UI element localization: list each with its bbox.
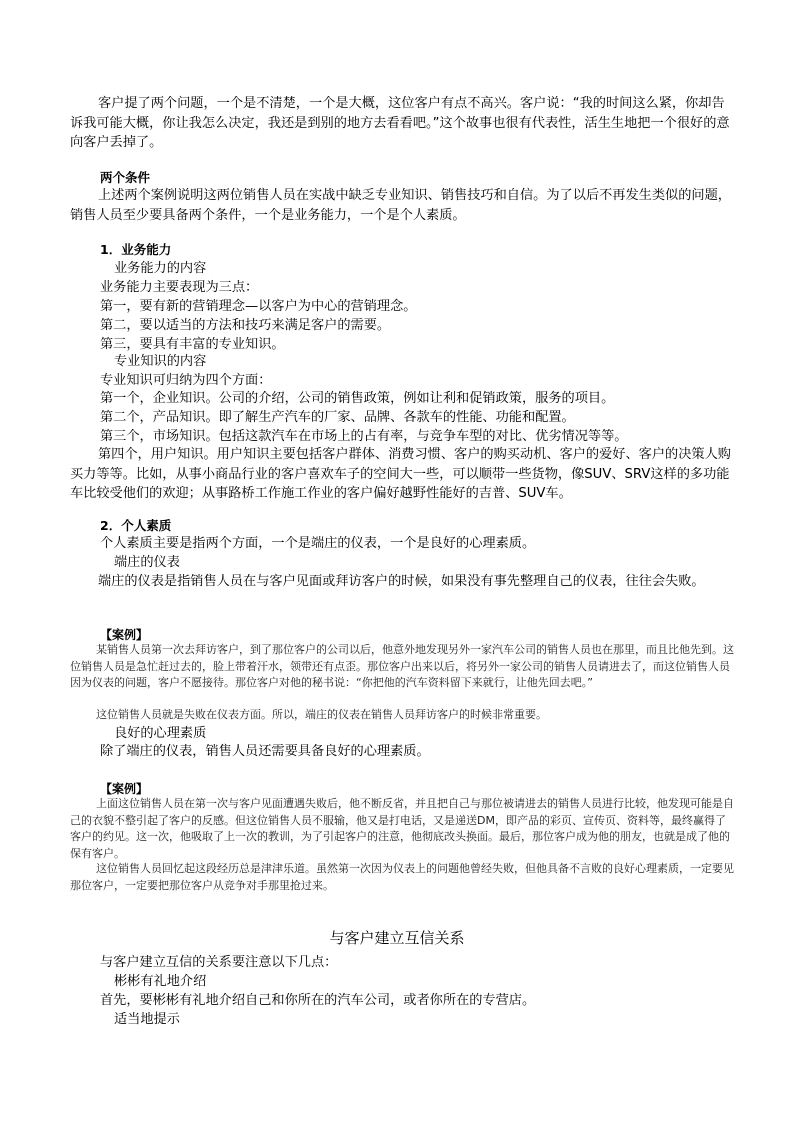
line-knowledge-intro: 专业知识可归纳为四个方面： xyxy=(100,373,272,388)
line-personal-intro: 个人素质主要是指两个方面，一个是端庄的仪表，一个是良好的心理素质。 xyxy=(100,536,536,551)
paragraph-customer-questions: 客户提了两个问题，一个是不清楚，一个是大概，这位客户有点不高兴。客户说：“我的时间这么紧，你却告诉我可能大概，你让我怎么决定，我还是到别的地方去看看吧。”这个故事也很有代表性，活生生地把一个很好的意向客户丢掉了。 xyxy=(70,96,730,150)
line-psychological: 除了端庄的仪表，销售人员还需要具备良好的心理素质。 xyxy=(100,744,430,759)
case-2-text: 上面这位销售人员在第一次与客户见面遭遇失败后，他不断反省，并且把自己与那位被请进去的销售人员进行比较，他发现可能是自己的衣貌不整引起了客户的反感。但这位销售人员不服输，他又是打电话，又是递送DM，即产品的彩页、宣传页、资料等，最终赢得了客户的约见。这一次，他吸取了上一次的教训，为了引起客户的注意，他彻底改头换面。最后，那位客户成为他的朋友，也就是成了他的保有客户。 xyxy=(70,797,734,860)
subheading-business-content: 业务能力的内容 xyxy=(114,261,207,276)
subheading-professional-knowledge: 专业知识的内容 xyxy=(114,354,207,369)
line-second-point: 第二，要以适当的方法和技巧来满足客户的需要。 xyxy=(100,318,391,333)
line-first-point: 第一，要有新的营销理念—以客户为中心的营销理念。 xyxy=(100,299,417,314)
case-label-2: 【案例】 xyxy=(100,782,149,796)
paragraph-knowledge-4: 第四个，用户知识。用户知识主要包括客户群体、消费习惯、客户的购买动机、客户的爱好、客户的决策人购买力等等。比如，从事小商品行业的客户喜欢车子的空间大一些，可以顺带一些货物，像SUV、SRV这样的多功能车比较受他们的欢迎；从事路桥工作施工作业的客户偏好越野性能好的吉普、SUV车。 xyxy=(70,447,731,501)
heading-personal-quality: 2．个人素质 xyxy=(100,518,172,533)
case-label-1: 【案例】 xyxy=(100,628,149,642)
line-knowledge-2: 第二个，产品知识。即了解生产汽车的厂家、品牌、各款车的性能、功能和配置。 xyxy=(100,410,575,425)
subheading-polite-introduction: 彬彬有礼地介绍 xyxy=(114,974,207,989)
paragraph-conditions: 上述两个案例说明这两位销售人员在实战中缺乏专业知识、销售技巧和自信。为了以后不再发生类似的问题，销售人员至少要具备两个条件，一个是业务能力，一个是个人素质。 xyxy=(70,188,731,223)
section-title: 与客户建立互信关系 xyxy=(329,929,465,947)
subheading-appropriate-prompt: 适当地提示 xyxy=(114,1012,180,1027)
case-1-text: 某销售人员第一次去拜访客户，到了那位客户的公司以后，他意外地发现另外一家汽车公司的销售人员也在那里，而且比他先到。这位销售人员是急忙赶过去的，脸上带着汗水，领带还有点歪。那位客户出来以后，将另外一家公司的销售人员请进去了，而这位销售人员因为仪表的问题，客户不愿接待。那位客户对他的秘书说：“你把他的汽车资料留下来就行，让他先回去吧。” xyxy=(70,643,734,689)
case-1-conclusion: 这位销售人员就是失败在仪表方面。所以，端庄的仪表在销售人员拜访客户的时候非常重要。 xyxy=(96,708,547,721)
heading-business-ability: 1．业务能力 xyxy=(100,242,172,257)
line-trust-intro: 与客户建立互信的关系要注意以下几点： xyxy=(100,955,338,970)
subheading-appearance: 端庄的仪表 xyxy=(114,555,180,570)
paragraph-appearance: 端庄的仪表是指销售人员在与客户见面或拜访客户的时候，如果没有事先整理自己的仪表，往往会失败。 xyxy=(98,574,705,589)
line-third-point: 第三，要具有丰富的专业知识。 xyxy=(100,337,285,352)
line-knowledge-3: 第三个，市场知识。包括这款汽车在市场上的占有率，与竞争车型的对比、优劣情况等等。 xyxy=(100,429,628,444)
line-business-intro: 业务能力主要表现为三点： xyxy=(100,280,259,295)
line-polite-first: 首先，要彬彬有礼地介绍自己和你所在的汽车公司，或者你所在的专营店。 xyxy=(100,993,536,1008)
heading-two-conditions: 两个条件 xyxy=(100,170,151,185)
subheading-psychological-quality: 良好的心理素质 xyxy=(114,726,207,741)
line-knowledge-1: 第一个，企业知识。公司的介绍，公司的销售政策，例如让利和促销政策，服务的项目。 xyxy=(100,391,615,406)
case-2-conclusion: 这位销售人员回忆起这段经历总是津津乐道。虽然第一次因为仪表上的问题他曾经失败，但他具备不言败的良好心理素质，一定要见那位客户，一定要把那位客户从竞争对手那里抢过来。 xyxy=(70,862,734,892)
